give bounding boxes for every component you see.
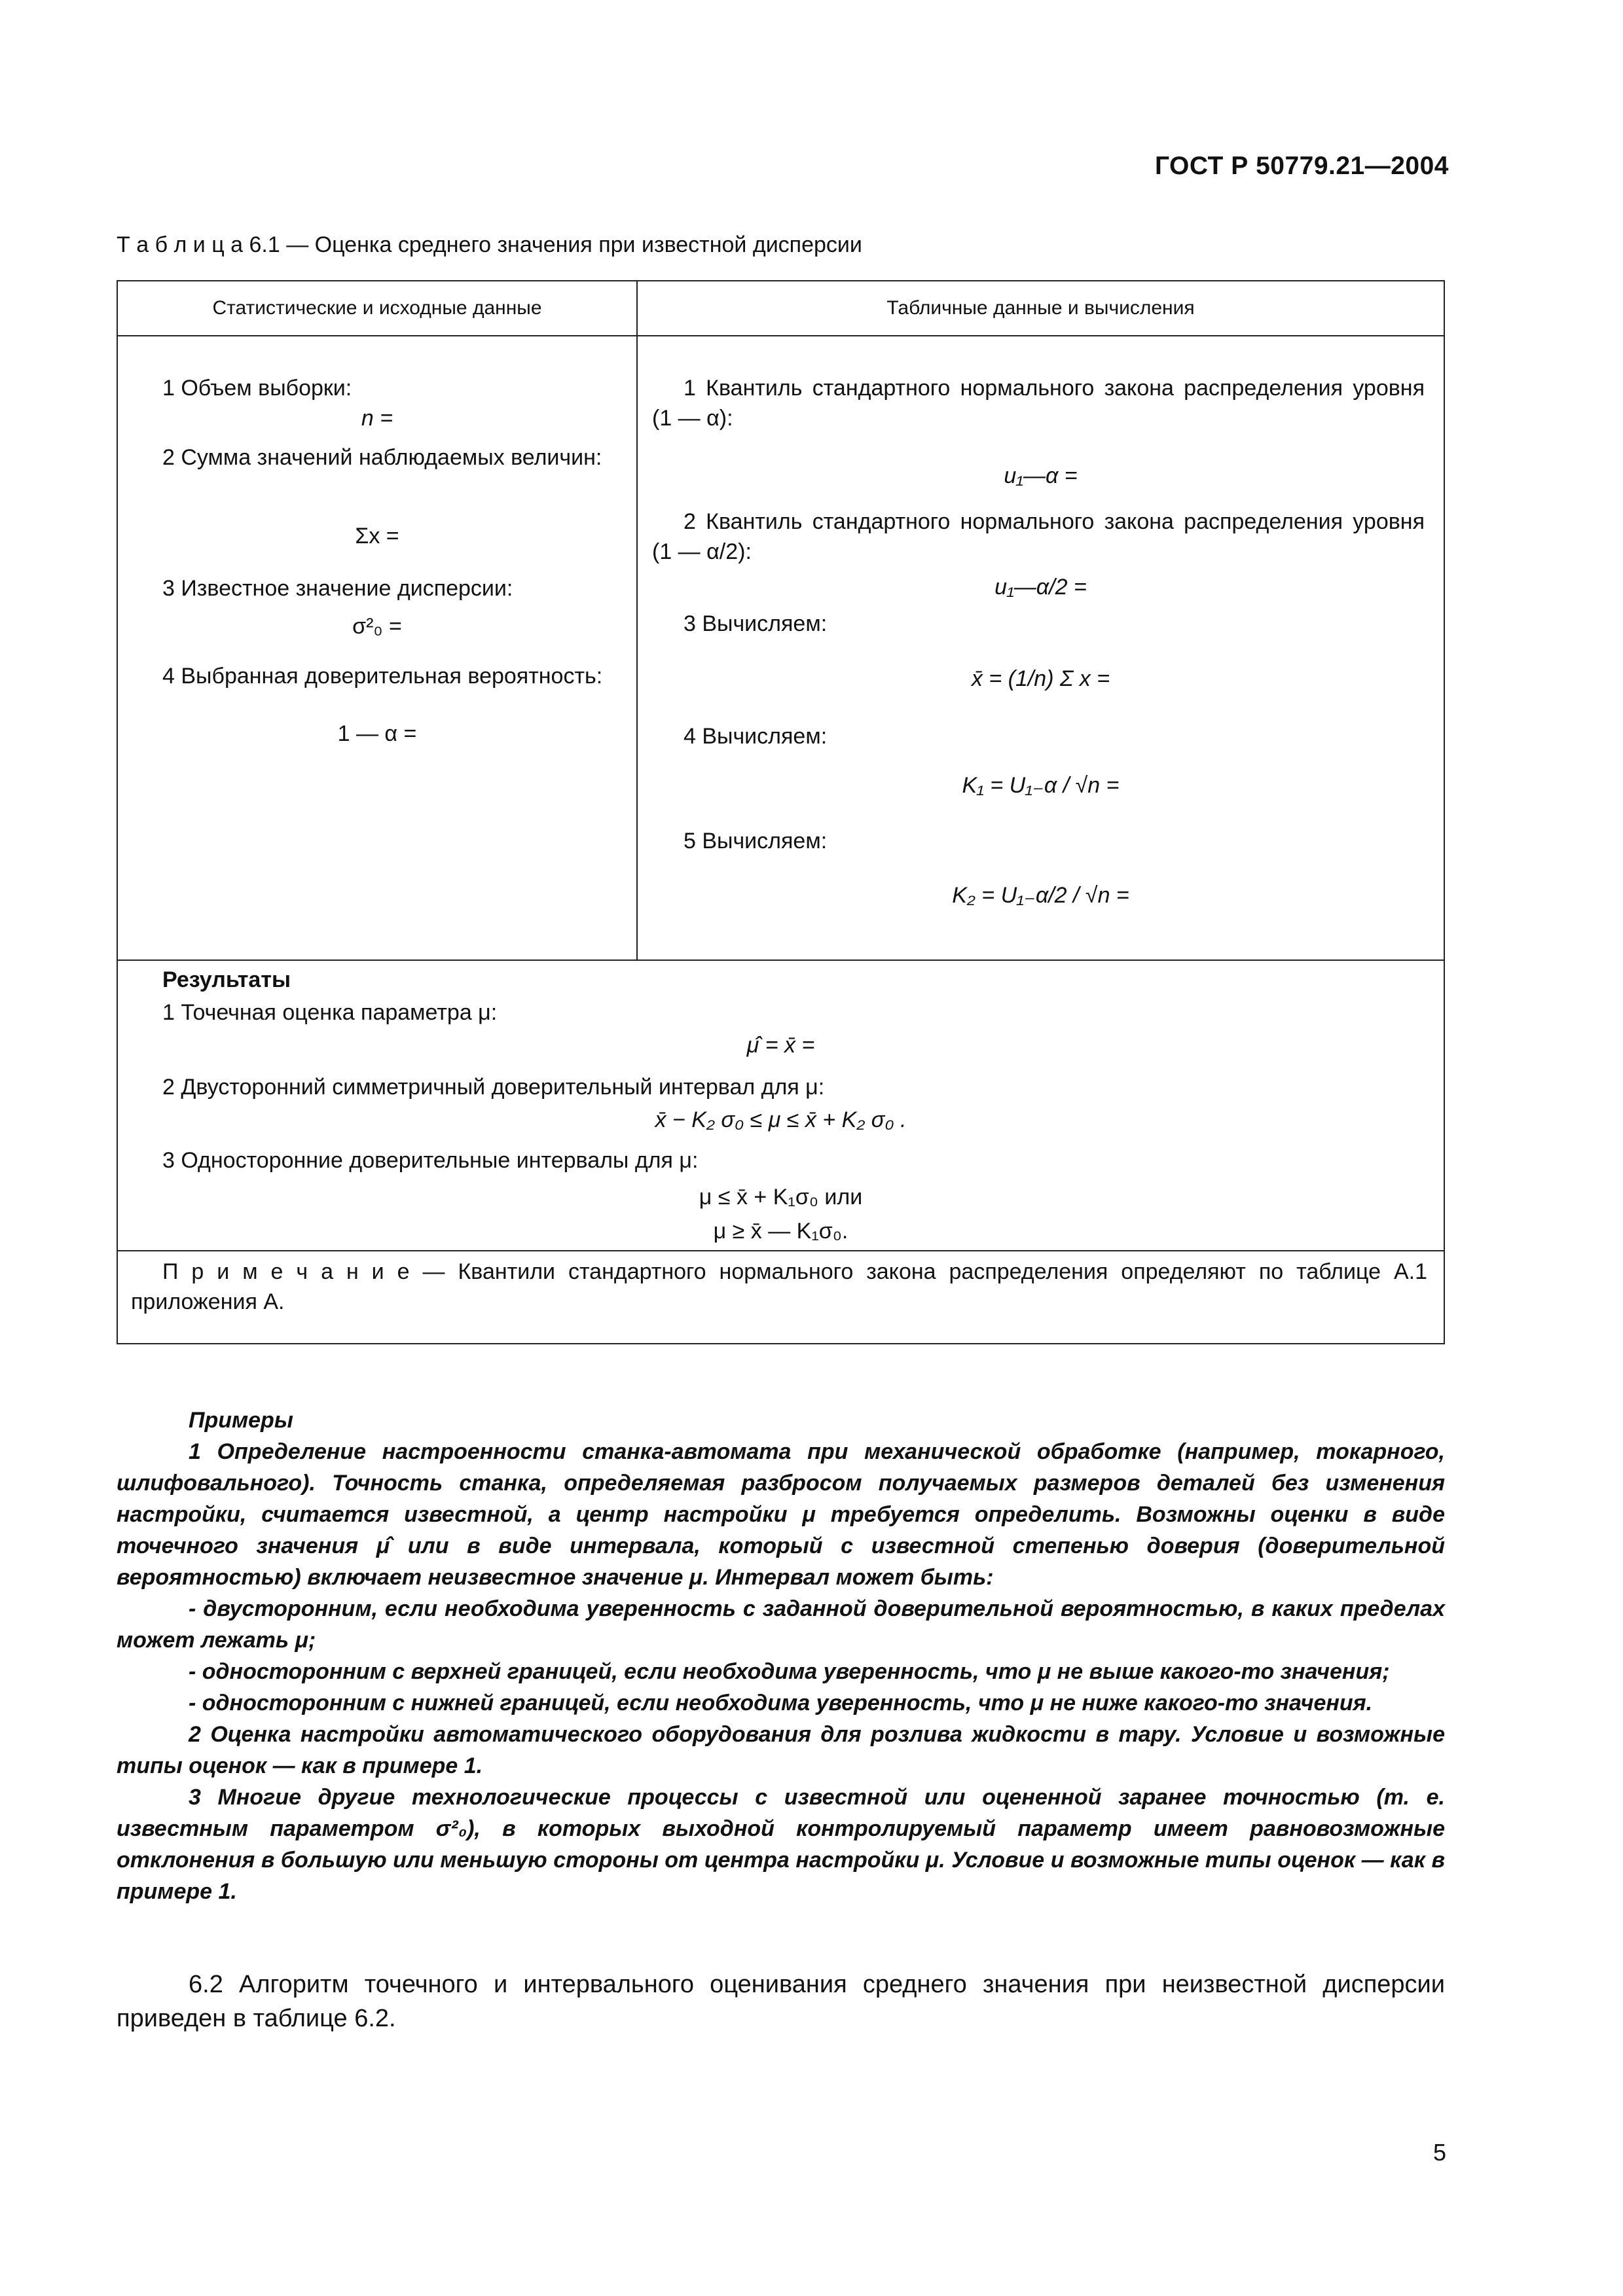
right-item-5: 5 Вычисляем:: [684, 829, 828, 853]
right-item-5-formula: K₂ = U₁₋α/2 / √n =: [952, 883, 1129, 908]
results-item-3-formula-a: μ ≤ x̄ + K₁σ₀ или: [699, 1185, 863, 1210]
table-note-divider: [118, 1250, 1444, 1251]
left-item-2: 2 Сумма значений наблюдаемых величин:: [162, 445, 602, 470]
results-item-3-formula-b: μ ≥ x̄ — K₁σ₀.: [713, 1219, 848, 1244]
example-3: 3 Многие другие технологические процессы с известной или оцененной заранее точностью (т. е. известным параметром σ²₀), в которых выходной контролируемый параметр имеет равновозможные отклонения в большую или меньшую стороны от центра настройки μ. Условие и возможные типы оценок — как в примере 1.: [117, 1785, 1445, 1904]
results-item-2-formula: x̄ − K₂ σ₀ ≤ μ ≤ x̄ + K₂ σ₀ .: [655, 1107, 907, 1132]
right-item-3: 3 Вычисляем:: [684, 611, 828, 636]
right-item-3-formula: x̄ = (1/n) Σ x =: [971, 666, 1110, 691]
results-item-1-formula: μ̂ = x̄ =: [746, 1033, 815, 1058]
left-item-3: 3 Известное значение дисперсии:: [162, 576, 513, 601]
col-right-header: Табличные данные и вычисления: [886, 297, 1195, 319]
example-1-bullet-2: - односторонним с верхней границей, если необходима уверенность, что μ не выше какого-то значения;: [189, 1659, 1390, 1684]
table-results-divider: [118, 960, 1444, 961]
left-item-1-formula: n =: [361, 406, 393, 431]
right-item-1-formula: u₁—α =: [1004, 463, 1078, 488]
right-item-2-formula: u₁—α/2 =: [994, 575, 1087, 600]
section-6-2: 6.2 Алгоритм точечного и интервального оценивания среднего значения при неизвестной дисперсии приведен в таблице 6.2.: [117, 1971, 1445, 2032]
right-item-4-formula: K₁ = U₁₋α / √n =: [962, 773, 1120, 798]
left-item-3-formula: σ²₀ =: [352, 614, 402, 639]
table-note: П р и м е ч а н и е — Квантили стандартного нормального закона распределения определяют по таблице А.1 приложения А.: [131, 1259, 1427, 1314]
examples-title: Примеры: [189, 1408, 293, 1433]
results-title: Результаты: [162, 967, 291, 992]
left-item-2-formula: Σx =: [355, 524, 399, 548]
col-left-header: Статистические и исходные данные: [212, 297, 542, 319]
left-item-4-formula: 1 — α =: [337, 721, 417, 746]
results-item-2: 2 Двусторонний симметричный доверительный интервал для μ:: [162, 1075, 825, 1100]
left-item-4: 4 Выбранная доверительная вероятность:: [162, 664, 603, 689]
table-caption: Т а б л и ц а 6.1 — Оценка среднего значения при известной дисперсии: [117, 232, 862, 257]
right-item-4: 4 Вычисляем:: [684, 724, 828, 749]
table-header-divider: [118, 335, 1444, 336]
table-column-divider: [636, 281, 638, 960]
example-1-bullet-3: - односторонним с нижней границей, если необходима уверенность, что μ не ниже какого-то значения.: [189, 1691, 1373, 1715]
left-item-1: 1 Объем выборки:: [162, 376, 352, 401]
page-number: 5: [1432, 2139, 1446, 2166]
standard-title: ГОСТ Р 50779.21—2004: [1154, 152, 1449, 180]
example-1-bullet-1: - двусторонним, если необходима уверенность с заданной доверительной вероятностью, в каких пределах может лежать μ;: [117, 1596, 1445, 1653]
right-item-1: 1 Квантиль стандартного нормального закона распределения уровня (1 — α):: [652, 376, 1425, 431]
example-1: 1 Определение настроенности станка-автомата при механической обработке (например, токарного, шлифовального). Точность станка, определяемая разбросом получаемых размеров деталей без изменения настройки, считается известной, а центр настройки μ требуется определить. Возможны оценки в виде точечного значения μ̂ или в виде интервала, который с известной степенью доверия (доверительной вероятностью) включает неизвестное значение μ. Интервал может быть:: [117, 1439, 1445, 1590]
example-2: 2 Оценка настройки автоматического оборудования для розлива жидкости в тару. Условие и возможные типы оценок — как в примере 1.: [117, 1722, 1445, 1778]
examples-block: [117, 1405, 1445, 1907]
right-item-2: 2 Квантиль стандартного нормального закона распределения уровня (1 — α/2):: [652, 509, 1425, 564]
data-table: [117, 280, 1445, 1344]
results-item-3: 3 Односторонние доверительные интервалы для μ:: [162, 1148, 699, 1173]
results-item-1: 1 Точечная оценка параметра μ:: [162, 1000, 498, 1025]
